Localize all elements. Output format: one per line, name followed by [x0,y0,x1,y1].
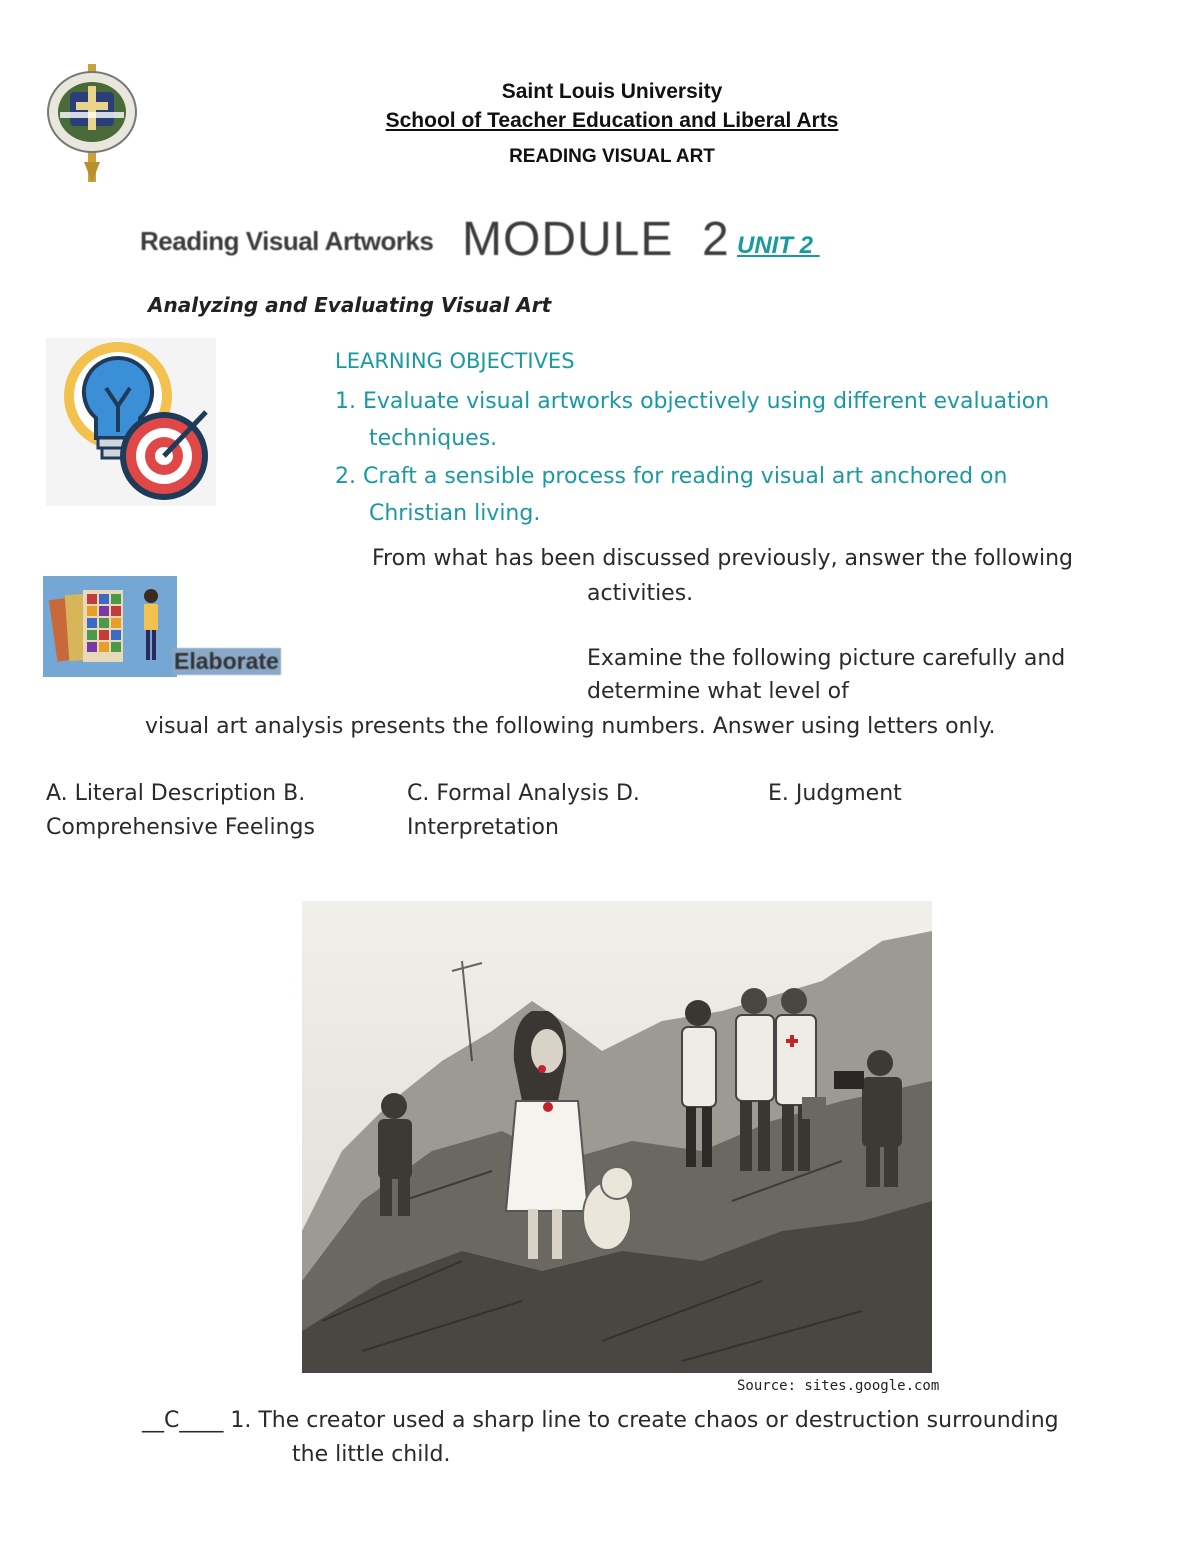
objective-2-text: Craft a sensible process for reading visual art anchored on [363,464,1008,489]
instruction-line1: Examine the following picture carefully and [587,646,1066,671]
question-1-text: 1. The creator used a sharp line to create chaos or destruction surrounding [230,1408,1059,1433]
objective-1-text: Evaluate visual artworks objectively using different evaluation [363,389,1050,414]
unit-label[interactable]: UNIT 2 [737,232,820,259]
module-prefix: Reading Visual Artworks [140,226,434,256]
objective-1-text-cont: techniques. [369,426,498,451]
elaborate-illustration [43,576,177,677]
instruction-line2: determine what level of [587,679,849,704]
course-title: READING VISUAL ART [509,146,715,167]
artwork-source-caption: Source: sites.google.com [737,1378,940,1394]
school-name: School of Teacher Education and Liberal Arts [385,109,839,132]
question-1-text-cont: the little child. [292,1442,451,1467]
module-title: MODULE 2 [462,213,730,266]
choice-d-cont: Interpretation [407,815,559,840]
module-subtitle: Analyzing and Evaluating Visual Art [148,293,552,317]
choices-col-3 [768,777,902,811]
university-name: Saint Louis University [501,80,723,103]
objective-2 [335,458,1007,532]
objective-1-number: 1. [335,389,356,414]
choice-c-d: C. Formal Analysis D. [407,781,640,806]
choice-b-cont: Comprehensive Feelings [46,815,315,840]
objective-1 [335,383,1049,457]
elaborate-label: Elaborate [174,648,279,674]
objective-2-number: 2. [335,464,356,489]
elaborate-intro-line2: activities. [587,581,694,606]
module-banner [140,212,860,272]
choice-e: E. Judgment [768,781,902,806]
elaborate-intro-line1: From what has been discussed previously, answer the following [372,546,1074,571]
question-1 [142,1404,1059,1472]
objectives-heading: LEARNING OBJECTIVES [335,349,575,373]
question-1-answer[interactable]: __C____ [142,1408,224,1433]
choices-col-1 [46,777,315,845]
choice-a-b: A. Literal Description B. [46,781,306,806]
choices-col-2 [407,777,640,845]
lightbulb-target-icon [46,338,216,506]
objective-2-text-cont: Christian living. [369,501,541,526]
instruction-line3: visual art analysis presents the following numbers. Answer using letters only. [145,714,996,739]
artwork-image [302,901,932,1373]
